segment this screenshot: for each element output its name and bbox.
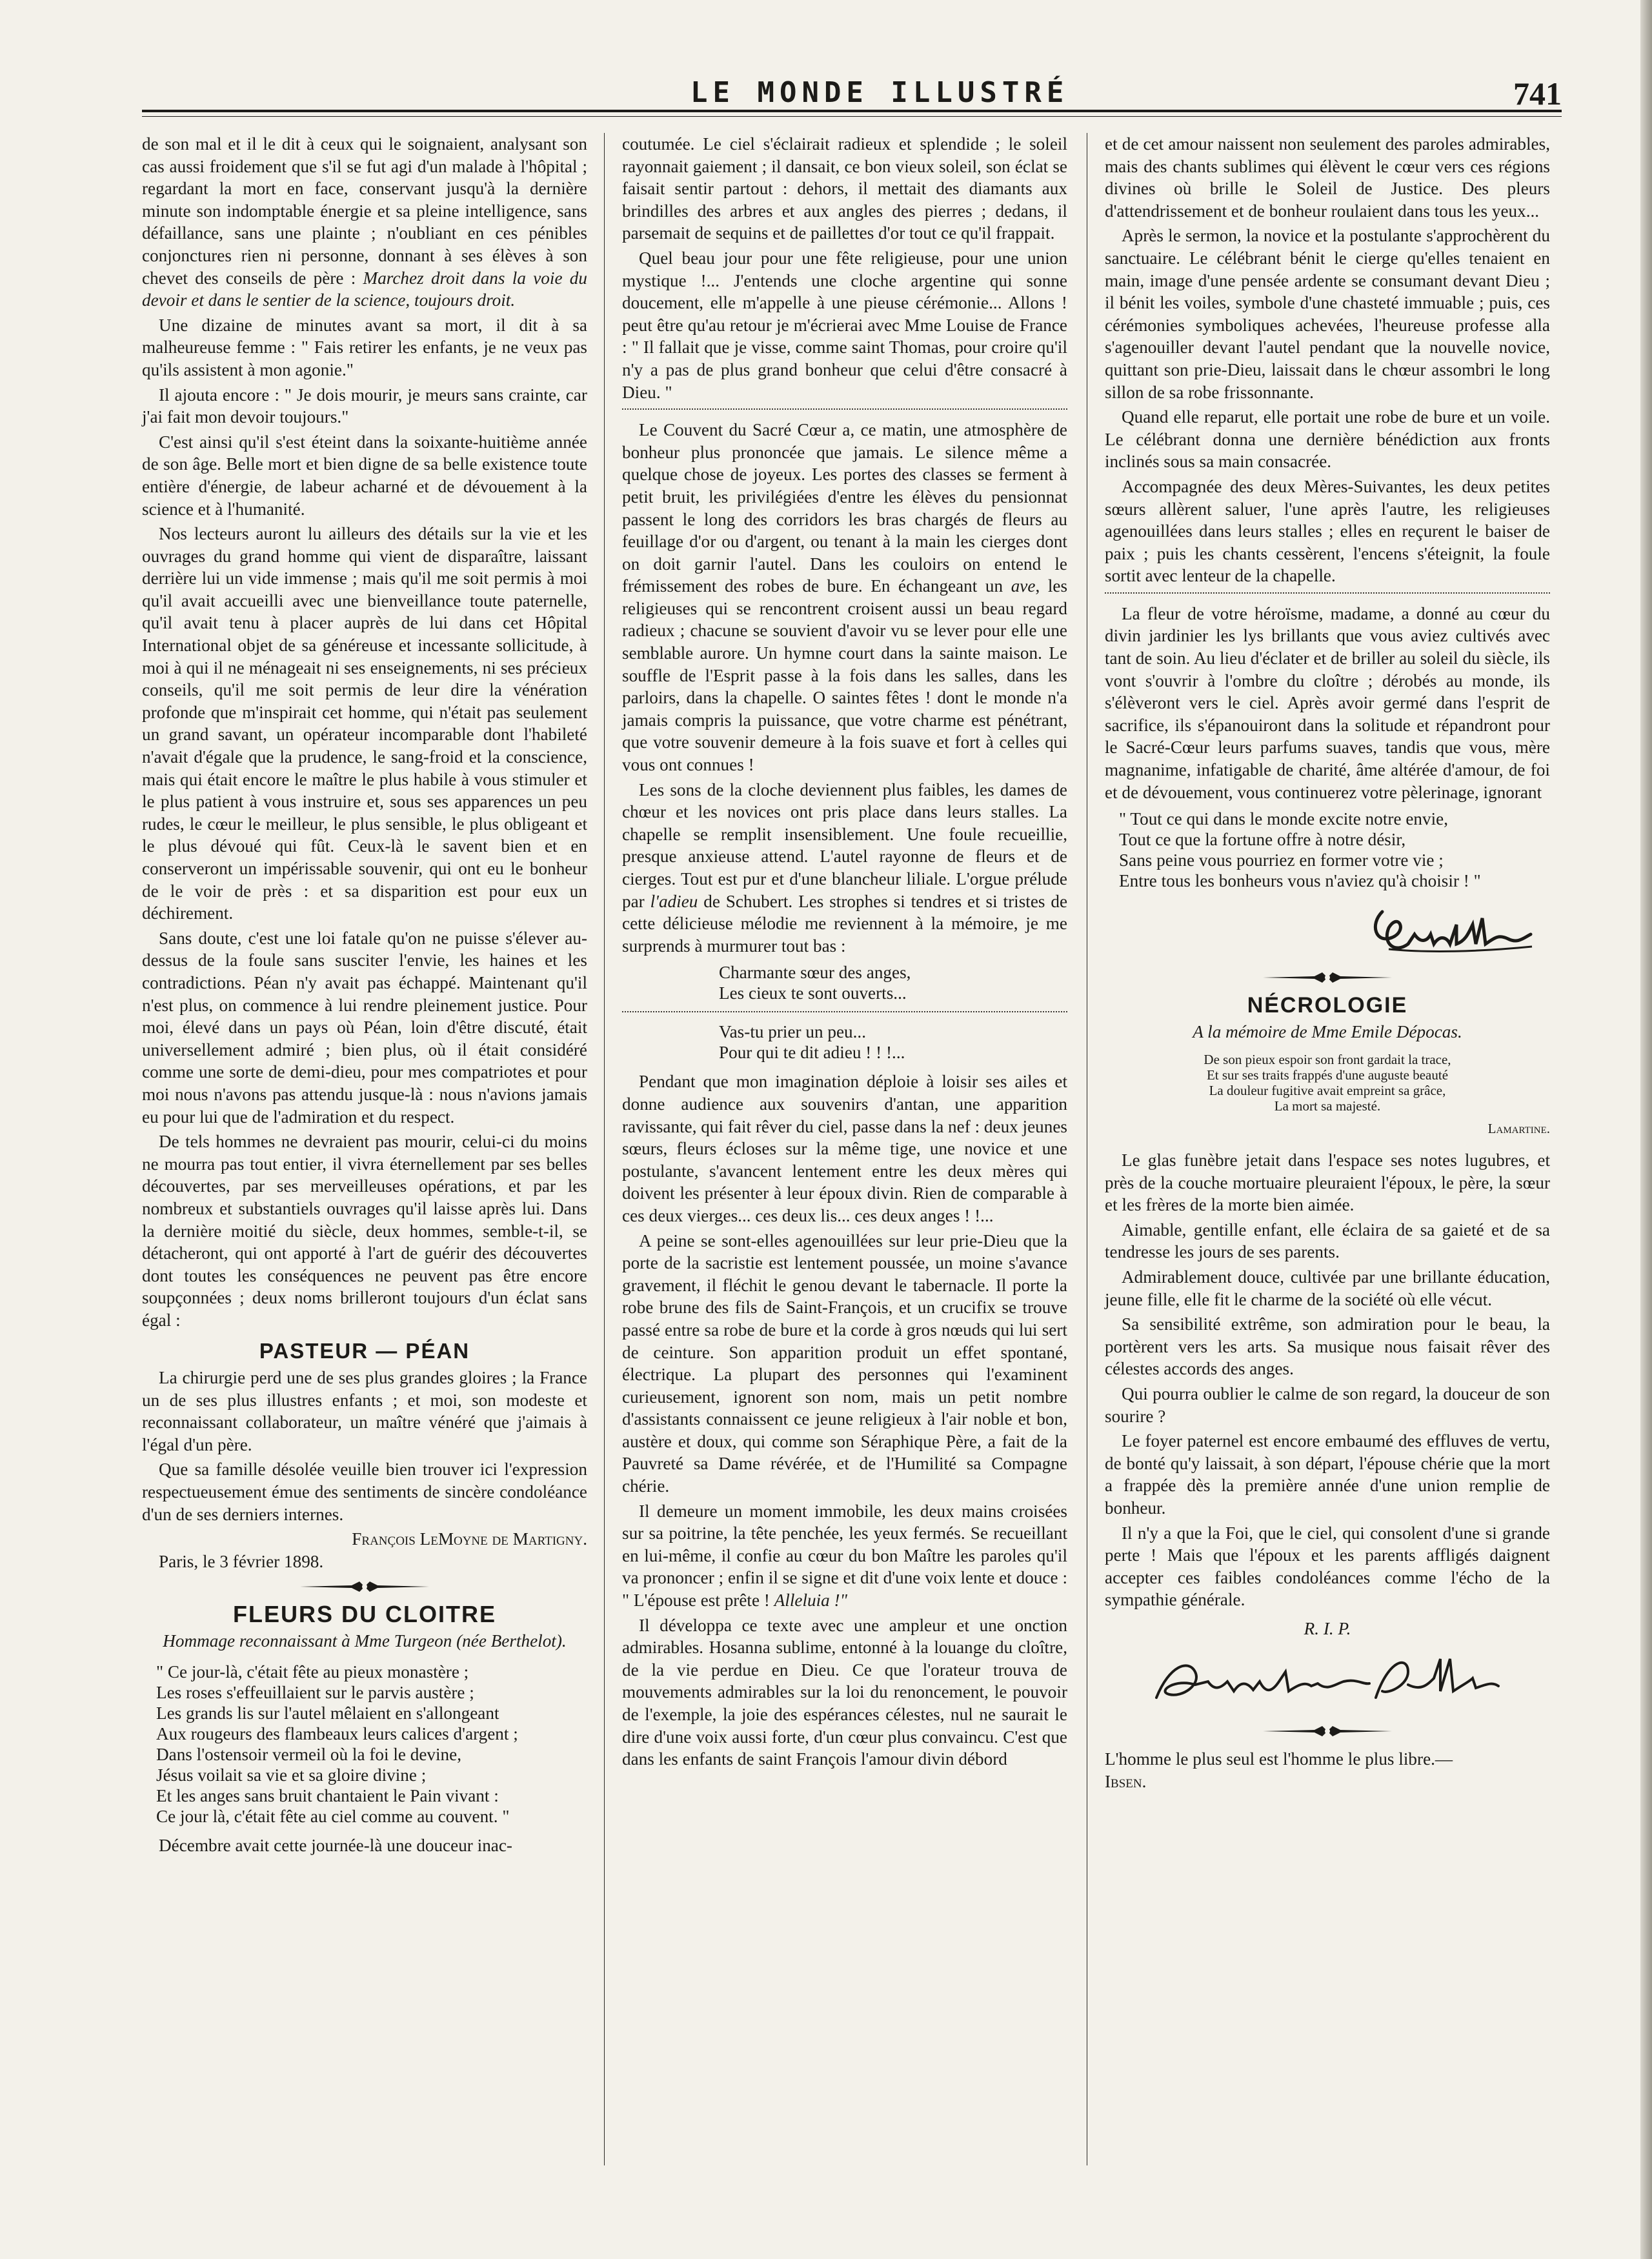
verse [719, 1021, 1067, 1063]
dotted-separator [1105, 592, 1550, 594]
paragraph: Il ajouta encore : " Je dois mourir, je meurs sans crainte, car j'ai fait mon devoir toujours." [142, 385, 587, 427]
poem-line: Les grands lis sur l'autel mêlaient en s'allongeant [156, 1703, 499, 1723]
column-1 [142, 133, 587, 1859]
epigraph-line: De son pieux espoir son front gardait la trace, [1204, 1052, 1451, 1068]
paragraph: Après le sermon, la novice et la postulante s'approchèrent du sanctuaire. Le célébrant bénit le cierge qu'elles tenaient en main, image d'une pensée ardente se consumant devant Dieu ; il bénit les voiles, symbole d'une chasteté immuable ; puis, ces cérémonies symboliques achevées, l'heureuse professe alla s'agenouiller devant l'autel pendant que la nouvelle novice, quittant son prie-Dieu, laissait dans le chœur assombri le long sillon de sa robe frissonnante. [1105, 226, 1550, 402]
epigraph-author: Lamartine. [1487, 1121, 1550, 1137]
paragraph: Une dizaine de minutes avant sa mort, il dit à sa malheureuse femme : " Fais retirer les enfants, je ne veux pas qu'ils assistent à mon agonie." [142, 315, 587, 379]
verse-line: Entre tous les bonheurs vous n'aviez qu'à choisir ! " [1119, 871, 1481, 891]
verse [1119, 808, 1550, 891]
poem [156, 1662, 587, 1827]
paragraph: Quand elle reparut, elle portait une robe de bure et un voile. Le célébrant donna une dernière bénédiction aux fronts inclinés sous sa main consacrée. [1105, 407, 1550, 472]
poem-line: Aux rougeurs des flambeaux leurs calices d'argent ; [156, 1723, 518, 1743]
section-heading-pasteur-pean: PASTEUR — PÉAN [259, 1339, 470, 1363]
poem-line: Ce jour là, c'était fête au ciel comme au couvent. " [156, 1806, 510, 1826]
verse [719, 962, 1067, 1003]
dotted-separator [622, 408, 1067, 410]
paragraph: Décembre avait cette journée-là une douceur inac- [159, 1835, 512, 1855]
verse-line: " Tout ce qui dans le monde excite notre envie, [1119, 809, 1448, 829]
dateline: Paris, le 3 février 1898. [159, 1551, 324, 1571]
paragraph: La chirurgie perd une de ses plus grandes gloires ; la France un de ses plus illustres enfants ; et moi, son modeste et reconnaissant collaborateur, un maître vénéré que j'aimais à l'égal d'un père. [142, 1368, 587, 1454]
paragraph: coutumée. Le ciel s'éclairait radieux et splendide ; le soleil rayonnait gaiement ; il dansait, ce bon vieux soleil, son éclat se faisait sentir partout : dehors, il mettait des diamants aux brindilles des arbres et aux angles des pierres ; dedans, il parsemait de sequins et de paillettes d'or tout ce qu'il frappait. [622, 134, 1067, 243]
rip-mark: R. I. P. [1304, 1618, 1351, 1638]
poem-line: Dans l'ostensoir vermeil où la foi le devine, [156, 1744, 462, 1764]
column-2 [622, 133, 1067, 1773]
paragraph: Accompagnée des deux Mères-Suivantes, les deux petites sœurs allèrent saluer, l'une après l'autre, les religieuses agenouillées dans leurs stalles ; elles en reçurent le baiser de paix ; puis les chants cessèrent, l'encens s'éteignit, la foule sortit avec lenteur de la chapelle. [1105, 476, 1550, 586]
paragraph: De tels hommes ne devraient pas mourir, celui-ci du moins ne mourra pas tout entier, il vivra éternellement par ses belles découvertes, par ses merveilleuses opérations, et par les nombreux et substantiels ouvrages qu'il laisse après lui. Dans la dernière moitié du siècle, deux hommes, semble-t-il, se détacheront, qui ont apporté à l'art de guérir des découvertes dont toutes les conséquences ne peuvent pas être encore soupçonnées ; deux noms brilleront toujours d'un éclat sans égal : [142, 1132, 587, 1330]
paragraph: Pendant que mon imagination déploie à loisir ses ailes et donne audience aux souvenirs d'antan, une apparition ravissante, qui fait rêver du ciel, passe dans la nef : deux jeunes sœurs, fleurs écloses sur la même tige, une novice et une postulante, s'avancent lentement entre les deux mères qui doivent les présenter à leur époux divin. Rien de comparable à ces deux vierges... ces deux lis... ces deux anges ! !... [622, 1072, 1068, 1225]
verse-line: Pour qui te dit adieu ! ! !... [719, 1043, 905, 1063]
dotted-separator [622, 1011, 1067, 1012]
paragraph: C'est ainsi qu'il s'est éteint dans la soixante-huitième année de son âge. Belle mort et bien digne de sa belle existence toute entière d'énergie, de labeur acharné et de dévouement à la science et à l'humanité. [142, 432, 587, 519]
paragraph: Le foyer paternel est encore embaumé des effluves de vertu, de bonté qu'y laissait, à son départ, l'épouse chérie que la mort a frappée dès la première année d'une union remplie de bonheur. [1105, 1431, 1550, 1518]
page-header [142, 70, 1562, 111]
verse-line: Tout ce que la fortune offre à notre désir, [1119, 830, 1406, 850]
paragraph: Qui pourra oublier le calme de son regard, la douceur de son sourire ? [1105, 1383, 1550, 1426]
ornament-divider-icon [1263, 970, 1392, 985]
epigraph-line: La douleur fugitive avait empreint sa grâce, [1209, 1083, 1446, 1099]
paragraph: de son mal et il le dit à ceux qui le soignaient, analysant son cas aussi froidement que s'il se fut agi d'un malade à l'hôpital ; regardant la mort en face, conservant jusqu'à la dernière minute son indomptable énergie et sa pleine intelligence, sans défaillance, sans une plainte ; n'oubliant en ces pénibles conjonctures rien ni personne, donnant à ses élèves à son chevet des conseils de père : Marchez droit dans la voie du devoir et dans le sentier de la science, toujours droit. [142, 134, 587, 310]
paragraph: A peine se sont-elles agenouillées sur leur prie-Dieu que la porte de la sacristie est lentement poussée, un moine s'avance gravement, il fléchit le genou devant le tabernacle. Il porte la robe brune des fils de Saint-François, et un crucifix se trouve passé entre sa robe de bure et la corde à gros nœuds qui lui sert de ceinture. Son apparition produit un effet spontané, électrique. La plupart des personnes qui l'examinent curieusement, ignorent son nom, mais un petit nombre d'assistants connaissent ce jeune religieux à l'air noble et bon, austère et doux, qui comme son Séraphique Père, a fait de la Pauvreté sa Dame révérée, et de l'Humilité sa Compagne chérie. [622, 1230, 1067, 1496]
ornament-divider-icon [1263, 1723, 1392, 1739]
paragraph: Quel beau jour pour une fête religieuse, pour une union mystique !... J'entends une cloche argentine qui sonne doucement, elle m'appelle à une pieuse cérémonie... Allons ! peut être qu'au retour je m'écrierai avec Mme Louise de France : " Il fallait que je visse, comme saint Thomas, pour croire qu'il n'y a pas de plus grand bonheur que celui d'être consacré à Dieu. " [622, 248, 1067, 402]
paragraph: Il demeure un moment immobile, les deux mains croisées sur sa poitrine, la tête penchée, les yeux fermés. Se recueillant en lui-même, il confie au cœur du bon Maître les paroles qu'il va prononcer ; enfin il se signe et dit d'une voix lente et douce : " L'épouse est prête ! Alleluia !" [622, 1501, 1067, 1611]
paragraph: Aimable, gentille enfant, elle éclaira de sa gaieté et de sa tendresse les jours de ses parents. [1105, 1220, 1550, 1262]
closing-quote: L'homme le plus seul est l'homme le plus libre.— Ibsen. [1105, 1749, 1453, 1792]
section-subtitle: A la mémoire de Mme Emile Dépocas. [1193, 1021, 1462, 1041]
header-rule [142, 110, 1562, 112]
section-heading-necrologie: NÉCROLOGIE [1247, 993, 1408, 1018]
page-number: 741 [1513, 75, 1562, 112]
epigraph-line: La mort sa majesté. [1274, 1098, 1381, 1114]
handwritten-signature-lauville [1105, 899, 1550, 963]
section-subtitle: Hommage reconnaissant à Mme Turgeon (née Berthelot). [163, 1631, 567, 1651]
poem-line: " Ce jour-là, c'était fête au pieux monastère ; [156, 1662, 469, 1682]
epigraph [1105, 1052, 1550, 1114]
paragraph: et de cet amour naissent non seulement des paroles admirables, mais des chants sublimes qui élèvent le cœur vers ces régions divines où brille le Soleil de Justice. Des pleurs d'attendrissement et de bonheur roulaient dans tous les yeux... [1105, 134, 1550, 221]
running-title: LE MONDE ILLUSTRÉ [690, 76, 1069, 109]
verse-line: Vas-tu prier un peu... [719, 1022, 867, 1042]
verse-line: Charmante sœur des anges, [719, 963, 911, 983]
epigraph-line: Et sur ses traits frappés d'une auguste beauté [1206, 1067, 1449, 1083]
paragraph: Les sons de la cloche deviennent plus faibles, les dames de chœur et les novices ont pris place dans leurs stalles. La chapelle se remplit insensiblement. Une foule recueillie, presque anxieuse attend. L'autel rayonne de fleurs et de cierges. Tout est pur et d'une blancheur liliale. L'orgue prélude par l'adieu de Schubert. Les strophes si tendres et si tristes de cette délicieuse mélodie me reviennent à la mémoire, je me surprends à murmurer tout bas : [622, 779, 1068, 956]
header-rule-thin [142, 116, 1562, 117]
verse-line: Les cieux te sont ouverts... [719, 983, 907, 1003]
column-divider [604, 133, 605, 2165]
paragraph: La fleur de votre héroïsme, madame, a donné au cœur du divin jardinier les lys brillants que vous aviez cultivés avec tant de soin. Au lieu d'éclater et de briller au soleil du siècle, ils vont s'ouvrir à l'ombre du cloître ; dérobés au monde, ils s'élèveront vers le ciel. Après avoir germé dans l'esprit de sacrifice, ils s'épanouiront dans la solitude et répandront pour le Sacré-Cœur leurs parfums suaves, tandis que vous, mère magnanime, infatigable de charité, âme altérée d'amour, de foi et de dévouement, vous continuerez votre pèlerinage, ignorant [1105, 603, 1550, 802]
paragraph: Nos lecteurs auront lu ailleurs des détails sur la vie et les ouvrages du grand homme qui vient de disparaître, laissant derrière lui un vide immense ; mais qu'il me soit permis à moi qu'il avait accueilli avec une bienveillance toute paternelle, qu'il avait tenu à placer auprès de lui dans cet Hôpital International objet de sa généreuse et incessante sollicitude, à moi à qui il ne ménageait ni ses enseignements, ni ses précieux conseils, qu'il me soit permis de leur dire la vénération profonde que m'inspirait cet homme, qui n'était pas seulement un grand savant, un opérateur incomparable dont l'habileté n'avait d'égale que la prudence, le sang-froid et la conscience, mais qui était encore le maître le plus habile à vous stimuler et le plus patient à vous instruire et, sous ses apparences un peu rudes, le cœur le meilleur, le plus sensible, le plus obligeant et le plus dévoué qui fût. Ceux-là le savent bien et en conserveront un impérissable souvenir, qui ont eu le bonheur de le voir de près : et sa disparition est pour eux un déchirement. [142, 524, 587, 923]
paragraph: Sans doute, c'est une loi fatale qu'on ne puisse s'élever au-dessus de la foule sans susciter l'envie, les haines et les contradictions. Péan n'y avait pas échappé. Maintenant qu'il n'est plus, on commence à lui rendre pleinement justice. Pour moi, élevé dans un pays où Péan, loin d'être discuté, était universellement admiré ; bien plus, où il était considéré comme une sorte de demi-dieu, pour mes compatriotes et pour moi nous n'avons pas attendu jusque-là : nous n'avions jamais eu pour lui que de l'admiration et du respect. [142, 928, 587, 1127]
paragraph: Il n'y a que la Foi, que le ciel, qui consolent d'une si grande perte ! Mais que l'époux et les parents affligés daignent accepter ces faibles condoléances comme l'écho de la sympathie générale. [1105, 1523, 1550, 1610]
ornament-divider-icon [300, 1579, 429, 1594]
column-3 [1105, 133, 1550, 1796]
page-edge-shadow [1640, 0, 1652, 2259]
paragraph: Il développa ce texte avec une ampleur et une onction admirables. Hosanna sublime, entonné à la louange du cloître, de la vie perdue en Dieu. Ce que l'orateur trouva de mouvements admirables sur la loi du renoncement, le pouvoir de l'exemple, la joie des espérances célestes, nul ne saurait le dire d'une voix aussi forte, d'un cœur plus convaincu. C'est que dans les enfants de saint François l'amour divin débord [622, 1615, 1067, 1769]
paragraph: Le Couvent du Sacré Cœur a, ce matin, une atmosphère de bonheur plus prononcée que jamais. Le silence même a quelque chose de joyeux. Les portes des classes se ferment à petit bruit, les privilégiées d'entre les élèves du pensionnat passent le long des corridors les bras chargés de fleurs au feuillage d'or ou d'argent, ou tenant à la main les cierges dont on doit garnir l'autel. Dans les couloirs on entend le frémissement des robes de bure. En échangeant un ave, les religieuses qui se rencontrent croisent aussi un beau regard radieux ; chacune se souvient d'avoir vu se lever pour elle une semblable aurore. Un hymne court dans la sainte maison. Le souffle de l'Esprit passe à la fois dans les salles, dans les parloirs, dans la chapelle. O saintes fêtes ! dont le monde n'a jamais compris la puissance, que votre charme est pénétrant, que votre souvenir demeure à la fois suave et fort à celles qui vous ont connues ! [622, 420, 1068, 775]
poem-line: Et les anges sans bruit chantaient le Pain vivant : [156, 1785, 499, 1805]
paragraph: Sa sensibilité extrême, son admiration pour le beau, la portèrent vers les arts. Sa musique nous faisait rêver des célestes accords des anges. [1105, 1314, 1550, 1379]
paragraph: Que sa famille désolée veuille bien trouver ici l'expression respectueusement émue des sentiments de sincère condoléance d'un de ses derniers internes. [142, 1460, 587, 1524]
poem-line: Les roses s'effeuillaient sur le parvis austère ; [156, 1682, 474, 1702]
handwritten-signature-augustin-lellis [1105, 1646, 1550, 1717]
verse-line: Sans peine vous pourriez en former votre vie ; [1119, 850, 1444, 870]
poem-line: Jésus voilait sa vie et sa gloire divine ; [156, 1765, 427, 1785]
section-heading-fleurs-du-cloitre: FLEURS DU CLOITRE [233, 1601, 496, 1628]
paragraph: Le glas funèbre jetait dans l'espace ses notes lugubres, et près de la couche mortuaire pleuraient l'époux, le père, la sœur et les frères de la morte bien aimée. [1105, 1150, 1550, 1215]
paragraph: Admirablement douce, cultivée par une brillante éducation, jeune fille, elle fit le charme de la société où elle vécut. [1105, 1267, 1550, 1309]
author-signature: François LeMoyne de Martigny. [352, 1529, 587, 1549]
